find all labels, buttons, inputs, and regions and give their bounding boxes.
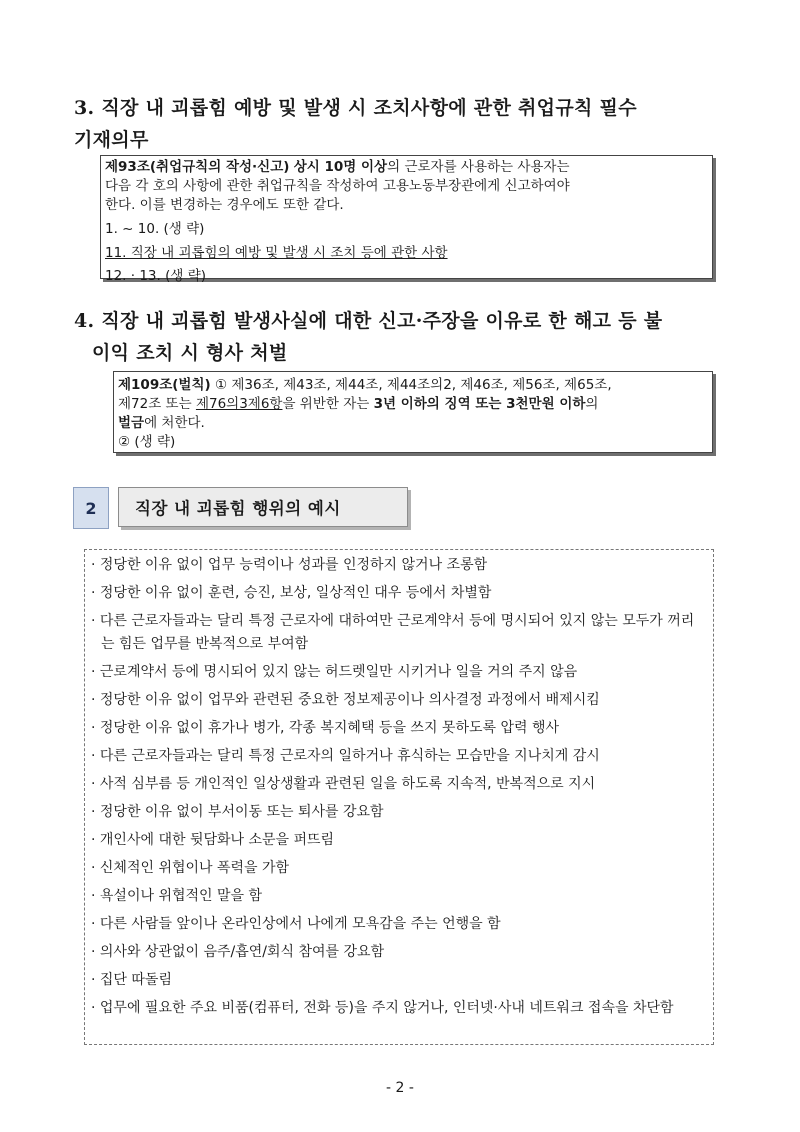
section-title: 직장 내 괴롭힘 행위의 예시 — [118, 487, 408, 527]
example-item: · 정당한 이유 없이 업무와 관련된 중요한 정보제공이나 의사결정 과정에서 배제시킴 — [91, 692, 600, 708]
heading-3-line1: 3. 직장 내 괴롭힘 예방 및 발생 시 조치사항에 관한 취업규칙 필수 — [74, 97, 637, 119]
article-93-line2: 다음 각 호의 사항에 관한 취업규칙을 작성하여 고용노동부장관에게 신고하여야 — [105, 178, 570, 194]
example-item: · 다른 근로자들과는 달리 특정 근로자의 일하거나 휴식하는 모습만을 지나치게 감시 — [91, 748, 600, 764]
example-item: · 다른 사람들 앞이나 온라인상에서 나에게 모욕감을 주는 언행을 함 — [91, 916, 501, 932]
example-item: · 사적 심부름 등 개인적인 일상생활과 관련된 일을 하도록 지속적, 반복적으로 지시 — [91, 776, 596, 792]
example-item: · 정당한 이유 없이 훈련, 승진, 보상, 일상적인 대우 등에서 차별함 — [91, 585, 492, 601]
page-number: - 2 - — [386, 1080, 414, 1096]
article-93-title: 제93조(취업규칙의 작성·신고) — [105, 159, 290, 175]
article-109-item2: ② (생 략) — [118, 434, 176, 450]
article-109-text1: ① 제36조, 제43조, 제44조, 제44조의2, 제46조, 제56조, 제65조, — [210, 377, 612, 393]
examples-box — [84, 549, 714, 1045]
article-109-fine: 벌금 — [118, 415, 145, 431]
example-item: · 정당한 이유 없이 업무 능력이나 성과를 인정하지 않거나 조롱함 — [91, 557, 488, 573]
example-item: · 근로계약서 등에 명시되어 있지 않는 허드렛일만 시키거나 일을 거의 주지 않음 — [91, 664, 578, 680]
article-109-line2a: 제72조 또는 — [118, 396, 196, 412]
article-93-text1: 의 근로자를 사용하는 사용자는 — [387, 159, 570, 175]
heading-4-line1: 4. 직장 내 괴롭힘 발생사실에 대한 신고·주장을 이유로 한 해고 등 불 — [74, 310, 663, 332]
article-109-line2c: 의 — [585, 396, 599, 412]
article-93-item1: 1. ~ 10. (생 략) — [105, 221, 205, 237]
example-item: · 개인사에 대한 뒷담화나 소문을 퍼뜨림 — [91, 832, 335, 848]
examples-list — [91, 554, 705, 1020]
article-109-line3: 에 처한다. — [144, 415, 205, 431]
example-item: · 욕설이나 위협적인 말을 함 — [91, 888, 263, 904]
heading-3 — [74, 92, 734, 156]
article-109-box — [113, 371, 713, 453]
article-93-box — [100, 155, 713, 284]
article-93-item11: 11. 직장 내 괴롭힘의 예방 및 발생 시 조치 등에 관한 사항 — [105, 245, 448, 261]
heading-4-line2: 이익 조치 시 형사 처벌 — [92, 342, 288, 364]
example-item: · 집단 따돌림 — [91, 972, 172, 988]
example-item: · 업무에 필요한 주요 비품(컴퓨터, 전화 등)을 주지 않거나, 인터넷·사내 네트워크 접속을 차단함 — [91, 1000, 674, 1016]
article-109-title: 제109조(벌칙) — [118, 377, 211, 393]
example-item: · 신체적인 위협이나 폭력을 가함 — [91, 860, 290, 876]
article-93-bold: 상시 10명 이상 — [293, 159, 388, 175]
article-93-line3: 한다. 이를 변경하는 경우에도 또한 같다. — [105, 197, 344, 213]
section-number-badge: 2 — [73, 487, 109, 529]
heading-4 — [74, 305, 734, 369]
article-109-reference: 제76의3제6항 — [195, 396, 283, 412]
example-item: · 다른 근로자들과는 달리 특정 근로자에 대하여만 근로계약서 등에 명시되어 있지 않는 모두가 꺼리는 힘든 업무를 반복적으로 부여함 — [91, 613, 695, 652]
example-item: · 정당한 이유 없이 휴가나 병가, 각종 복지혜택 등을 쓰지 못하도록 압력 행사 — [91, 720, 560, 736]
article-109-line2b: 을 위반한 자는 — [282, 396, 374, 412]
example-item: · 의사와 상관없이 음주/흡연/회식 참여를 강요함 — [91, 944, 385, 960]
section-2-header — [73, 487, 413, 531]
article-109-penalty: 3년 이하의 징역 또는 3천만원 이하 — [373, 396, 586, 412]
heading-3-line2: 기재의무 — [74, 129, 149, 151]
article-93-item12: 12. · 13. (생 략) — [105, 268, 207, 284]
example-item: · 정당한 이유 없이 부서이동 또는 퇴사를 강요함 — [91, 804, 384, 820]
